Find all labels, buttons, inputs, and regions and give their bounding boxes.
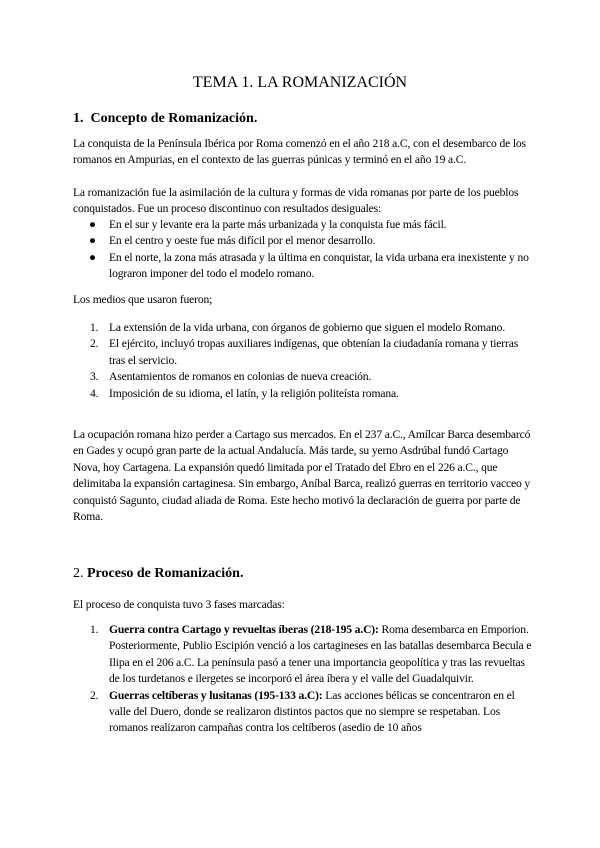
list-item: 3. Asentamientos de romanos en colonias de nueva creación. — [90, 370, 372, 384]
section-1-paragraph-4: La ocupación romana hizo perder a Cartago sus mercados. En el 237 a.C., Amílcar Barca desembarcó en Gades y ocupó gran parte de la actual Andalucía. Más tarde, su yerno Asdrúbal fundó Cartago Nova, hoy Cartagena. La expansión quedó limitada por el Tratado del Ebro en el 226 a.C., que delimitaba la expansión cartaginesa. Sin embargo, Aníbal Barca, realizó guerras en territorio vacceo y conquistó Sagunto, ciudad aliada de Roma. Este hecho motivó la declaración de guerra por parte de Roma. — [73, 428, 531, 524]
section-2-number: 2. — [73, 566, 84, 581]
list-item — [73, 233, 533, 249]
list-item: 2. El ejército, incluyó tropas auxiliares indígenas, que obtenían la ciudadanía romana y tierras tras el servicio. — [90, 337, 519, 367]
section-1-title: Concepto de Romanización. — [90, 111, 258, 126]
list-item: 1. Guerra contra Cartago y revueltas íberas (218-195 a.C): Roma desembarca en Emporion. Posteriormente, Publio Escipión venció a los cartagineses en las batallas desembarca Becula e Ilipa en el 206 a.C. La península pasó a tener una importancia geopolítica y tras las revueltas de los turdetanos e ilergetes se incorporó el área íbera y el valle del Guadalquivir. — [90, 623, 532, 686]
phase-text: Roma desembarca en Emporion. Posteriormente, Publio Escipión venció a los cartagineses en las batallas desembarca Becula e Ilipa en el 206 a.C. La península pasó a tener una importancia geopolítica y tras las revueltas de los turdetanos e ilergetes se incorporó el área íbera y el valle del Guadalquivir. — [109, 623, 532, 686]
list-item: 1. La extensión de la vida urbana, con órganos de gobierno que siguen el modelo Romano. — [90, 321, 506, 334]
section-1-heading — [73, 111, 257, 127]
bullet-icon: ● — [89, 218, 96, 231]
bullet-icon: ● — [89, 250, 96, 264]
list-item-text: Imposición de su idioma, el latín, y la religión politeísta romana. — [109, 386, 399, 400]
section-1-paragraph-3: Los medios que usaron fueron; — [73, 293, 213, 306]
list-item-text: En el norte, la zona más atrasada y la última en conquistar, la vida urbana era inexistente y no lograron imponer del todo el modelo romano. — [109, 250, 529, 281]
list-item: 2. Guerras celtíberas y lusitanas (195-133 a.C): Las acciones bélicas se concentraron en el valle del Duero, donde se realizaron distintos pactos que no siempre se respetaban. Los romanos realizaron campañas contra los celtíberos (asedio de 10 años — [90, 688, 515, 735]
list-item-text: El ejército, incluyó tropas auxiliares indígenas, que obtenían la ciudadanía romana y tierras tras el servicio. — [109, 337, 519, 367]
section-2-title: Proceso de Romanización. — [87, 566, 244, 581]
list-item-text: Asentamientos de romanos en colonias de nueva creación. — [109, 370, 372, 384]
section-1-number: 1. — [73, 111, 84, 126]
section-1-paragraph-1: La conquista de la Península Ibérica por Roma comenzó en el año 218 a.C, con el desembarco de los romanos en Ampurias, en el contexto de las guerras púnicas y terminó en el año 19 a.C. — [73, 137, 526, 167]
section-1-paragraph-2: La romanización fue la asimilación de la cultura y formas de vida romanas por parte de los pueblos conquistados. Fue un proceso discontinuo con resultados desiguales: — [73, 186, 519, 216]
section-2-heading — [73, 566, 243, 582]
section-2-paragraph-1: El proceso de conquista tuvo 3 fases marcadas: — [73, 598, 285, 611]
list-item: 4. Imposición de su idioma, el latín, y la religión politeísta romana. — [90, 386, 399, 400]
phase-text: Las acciones bélicas se concentraron en el valle del Duero, donde se realizaron distintos pactos que no siempre se respetaban. Los romanos realizaron campañas contra los celtíberos (asedio de 10 años — [109, 688, 515, 735]
list-item — [73, 250, 533, 283]
regions-bullet-list — [73, 217, 533, 283]
phase-title: Guerra contra Cartago y revueltas íberas (218-195 a.C): — [109, 623, 379, 636]
phase-title: Guerras celtíberas y lusitanas (195-133 a.C): — [109, 688, 323, 702]
means-numbered-list — [73, 320, 533, 402]
bullet-icon: ● — [89, 234, 96, 248]
list-item-text: En el centro y oeste fue más difícil por el menor desarrollo. — [109, 234, 376, 248]
phases-numbered-list — [73, 622, 533, 737]
list-item-text: En el sur y levante era la parte más urbanizada y la conquista fue más fácil. — [109, 218, 447, 231]
page-title: TEMA 1. LA ROMANIZACIÓN — [192, 74, 408, 91]
list-item-text: La extensión de la vida urbana, con órganos de gobierno que siguen el modelo Romano. — [109, 321, 506, 334]
list-item — [73, 217, 533, 233]
